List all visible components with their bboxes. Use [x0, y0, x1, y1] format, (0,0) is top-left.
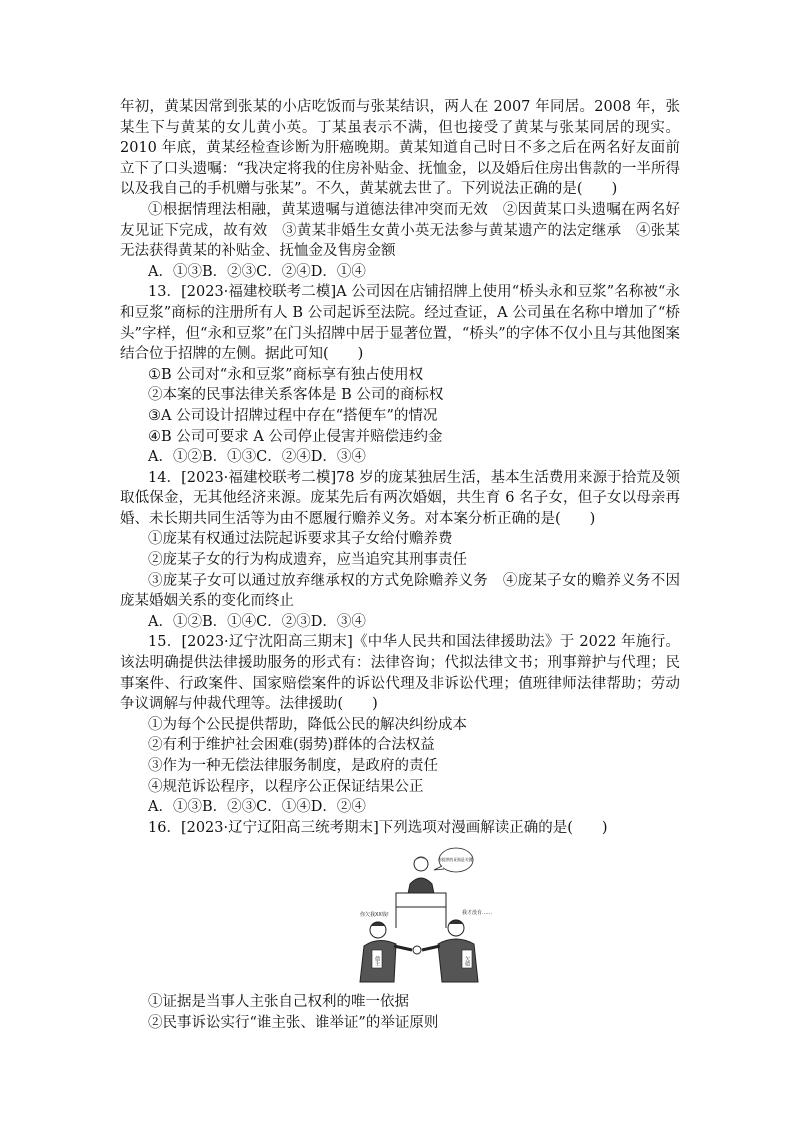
- q13-choices: A．①②B．①③C．②④D．③④: [148, 449, 366, 466]
- q12-stem: 年初，黄某因常到张某的小店吃饭而与张某结识，两人在 2007 年同居。2008 年，张某生下与黄某的女儿黄小英。丁某虽表示不满，但也接受了黄某与张某同居的现实。2010 年底，黄某经检查诊断为肝癌晚期。黄某知道自己时日不多之后在两名好友面前立下了口头遗嘱：“我决定将我的住房补贴金、抚恤金，以及婚后住房出售款的一半所得以及我自己的手机赠与张某”。不久，黄某就去世了。下列说法正确的是( ): [120, 99, 680, 198]
- q15-choices: A．①③B．②③C．①④D．②④: [148, 799, 366, 816]
- q15-statement-1: ①为每个公民提供帮助，降低公民的解决纠纷成本: [148, 716, 467, 733]
- q15-statement-3: ③作为一种无偿法律服务制度，是政府的责任: [148, 758, 438, 774]
- debtor-label: 欠债: [464, 956, 470, 967]
- q13-statement-4: ④B 公司可要求 A 公司停止侵害并赔偿违约金: [148, 428, 443, 445]
- q14-choices: A．①②B．①④C．②③D．③④: [148, 613, 366, 630]
- debtor-figure: [422, 920, 478, 982]
- q14-statement-3-4: ③庞某子女可以通过放弃继承权的方式免除赡养义务 ④庞某子女的赡养义务不因庞某婚姻关系的变化而终止: [120, 572, 680, 610]
- q15-statement-2: ②有利于维护社会困难(弱势)群体的合法权益: [148, 737, 435, 754]
- q13-statement-3: ③A 公司设计招牌过程中存在“搭便车”的情况: [148, 407, 438, 424]
- debtor-bubble-text: 我才没有……: [462, 910, 493, 917]
- q13-statement-1: ①B 公司对“永和豆浆”商标享有独占使用权: [148, 366, 424, 383]
- q14-stem: 14．[2023·福建校联考二模]78 岁的庞某独居生活，基本生活费用来源于拾荒及领取低保金，无其他经济来源。庞某先后有两次婚姻，共生育 6 名子女，但子女以母亲再婚、未长期共同生活等为由不愿履行赡养义务。对本案分析正确的是( ): [120, 469, 680, 527]
- exam-page: [120, 97, 680, 1034]
- q14-statement-1: ①庞某有权通过法院起诉要求其子女给付赡养费: [148, 531, 453, 548]
- q12-statements: ①根据情理法相融，黄某遗嘱与道德法律冲突而无效 ②因黄某口头遗嘱在两名好友见证下完成，故有效 ③黄某非婚生女黄小英无法参与黄某遗产的法定继承 ④张某无法获得黄某的补贴金、抚恤金及售房金额: [120, 201, 680, 260]
- q16-statement-2: ②民事诉讼实行“谁主张、谁举证”的举证原则: [148, 1014, 439, 1031]
- creditor-figure: [360, 922, 412, 982]
- q13-stem: 13．[2023·福建校联考二模]A 公司因在店铺招牌上使用“桥头永和豆浆”名称被“永和豆浆”商标的注册所有人 B 公司起诉至法院。经过查证，A 公司虽在名称中增加了“桥头”字样，但“永和豆浆”在门头招牌中居于显著位置，“桥头”的字体不仅小且与其他图案结合位于招牌的左侧。据此可知( ): [120, 284, 680, 363]
- q16-stem: 16．[2023·辽宁辽阳高三统考期末]下列选项对漫画解读正确的是( ): [148, 819, 608, 836]
- q14-statement-2: ②庞某子女的行为构成遗弃，应当追究其刑事责任: [148, 552, 467, 569]
- creditor-label: 债主: [374, 956, 380, 967]
- judge-bubble-text: 你提供的证据是关键!: [438, 857, 474, 863]
- q12-choices: A．①③B．②③C．②④D．①④: [148, 263, 366, 280]
- creditor-bubble-text: 你欠我XX钱!: [360, 912, 389, 919]
- q13-statement-2: ②本案的民事法律关系客体是 B 公司的商标权: [148, 387, 444, 404]
- q15-statement-4: ④规范诉讼程序，以程序公正保证结果公正: [148, 778, 424, 795]
- q16-statement-1: ①证据是当事人主张自己权利的唯一依据: [148, 994, 409, 1011]
- court-cartoon: [338, 846, 504, 986]
- q15-stem: 15．[2023·辽宁沈阳高三期末]《中华人民共和国法律援助法》于 2022 年施行。该法明确提供法律援助服务的形式有：法律咨询；代拟法律文书；刑事辩护与代理；民事案件、行政案件、国家赔偿案件的诉讼代理及非诉讼代理；值班律师法律帮助；劳动争议调解与仲裁代理等。法律援助( ): [120, 634, 680, 713]
